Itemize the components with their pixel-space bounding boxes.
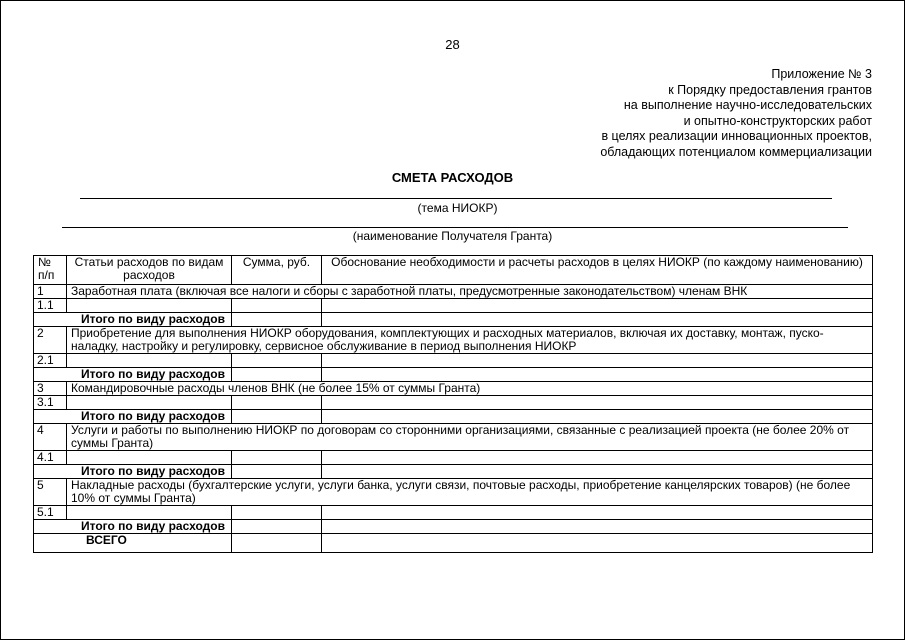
- subitem-sum-cell: [232, 396, 322, 410]
- section-description: Командировочные расходы членов ВНК (не более 15% от суммы Гранта): [67, 382, 873, 396]
- subtotal-sum-cell: [232, 520, 322, 534]
- section-description: Заработная плата (включая все налоги и сборы с заработной платы, предусмотренные законодательством) членам ВНК: [67, 285, 873, 299]
- subitem-row: [34, 299, 873, 313]
- subitem-name-cell: [67, 506, 232, 520]
- subitem-name-cell: [67, 396, 232, 410]
- section-row: [34, 424, 873, 451]
- header-justification: Обоснование необходимости и расчеты расходов в целях НИОКР (по каждому наименованию): [322, 256, 873, 285]
- subitem-row: [34, 354, 873, 368]
- subitem-row: [34, 451, 873, 465]
- expense-table: [33, 255, 873, 553]
- subtotal-label: Итого по виду расходов: [34, 520, 232, 534]
- appendix-header: [452, 67, 872, 160]
- subtotal-label: Итого по виду расходов: [34, 368, 232, 382]
- subtotal-label: Итого по виду расходов: [34, 313, 232, 327]
- subtotal-row: [34, 520, 873, 534]
- subitem-number: 4.1: [34, 451, 67, 465]
- appendix-line: и опытно-конструкторских работ: [683, 113, 872, 128]
- section-number: 3: [34, 382, 67, 396]
- appendix-line: на выполнение научно-исследовательских: [623, 98, 872, 112]
- document-title: СМЕТА РАСХОДОВ: [391, 170, 514, 185]
- subtotal-sum-cell: [232, 465, 322, 479]
- subitem-number: 5.1: [34, 506, 67, 520]
- subitem-justification-cell: [322, 354, 873, 368]
- subitem-sum-cell: [232, 354, 322, 368]
- subitem-justification-cell: [322, 506, 873, 520]
- header-num: № п/п: [34, 256, 67, 285]
- appendix-line: обладающих потенциалом коммерциализации: [600, 144, 872, 159]
- topic-caption: (тема НИОКР): [417, 201, 498, 215]
- subtotal-row: [34, 313, 873, 327]
- grand-total-sum-cell: [232, 534, 322, 553]
- appendix-line: в целях реализации инновационных проектов,: [601, 129, 872, 143]
- subtotal-sum-cell: [232, 368, 322, 382]
- subitem-row: [34, 506, 873, 520]
- section-description: Накладные расходы (бухгалтерские услуги, услуги банка, услуги связи, почтовые расходы, приобретение канцелярских товаров) (не более 10% от суммы Гранта): [67, 479, 873, 506]
- subtotal-sum-cell: [232, 410, 322, 424]
- subitem-justification-cell: [322, 451, 873, 465]
- table-header-row: [34, 256, 873, 285]
- grand-total-label: ВСЕГО: [34, 534, 232, 553]
- subtotal-row: [34, 465, 873, 479]
- subitem-name-cell: [67, 451, 232, 465]
- header-item: Статьи расходов по видам расходов: [67, 256, 232, 285]
- subitem-justification-cell: [322, 396, 873, 410]
- subitem-sum-cell: [232, 506, 322, 520]
- subtotal-justification-cell: [322, 368, 873, 382]
- section-number: 2: [34, 327, 67, 354]
- subitem-name-cell: [67, 354, 232, 368]
- subitem-justification-cell: [322, 299, 873, 313]
- subtotal-row: [34, 410, 873, 424]
- subitem-name-cell: [67, 299, 232, 313]
- section-row: [34, 479, 873, 506]
- section-row: [34, 327, 873, 354]
- subtotal-justification-cell: [322, 465, 873, 479]
- subitem-number: 1.1: [34, 299, 67, 313]
- appendix-line: Приложение № 3: [771, 67, 872, 81]
- subitem-row: [34, 396, 873, 410]
- subtotal-sum-cell: [232, 313, 322, 327]
- subtotal-label: Итого по виду расходов: [34, 465, 232, 479]
- subtotal-justification-cell: [322, 410, 873, 424]
- section-row: [34, 285, 873, 299]
- grand-total-justification-cell: [322, 534, 873, 553]
- section-number: 4: [34, 424, 67, 451]
- subitem-number: 2.1: [34, 354, 67, 368]
- subtotal-label: Итого по виду расходов: [34, 410, 232, 424]
- section-description: Услуги и работы по выполнению НИОКР по договорам со сторонними организациями, связанные с реализацией проекта (не более 20% от суммы Гранта): [67, 424, 873, 451]
- section-number: 1: [34, 285, 67, 299]
- subitem-sum-cell: [232, 299, 322, 313]
- recipient-caption: (наименование Получателя Гранта): [352, 229, 553, 243]
- subitem-number: 3.1: [34, 396, 67, 410]
- subtotal-row: [34, 368, 873, 382]
- recipient-fill-line: [62, 227, 848, 228]
- grand-total-row: [34, 534, 873, 553]
- page-number: 28: [445, 37, 460, 52]
- section-number: 5: [34, 479, 67, 506]
- subitem-sum-cell: [232, 451, 322, 465]
- appendix-line: к Порядку предоставления грантов: [668, 82, 872, 97]
- section-description: Приобретение для выполнения НИОКР оборудования, комплектующих и расходных материалов, включая их доставку, монтаж, пуско-наладку, настройку и регулировку, сервисное обслуживание в период выполнения НИОКР: [67, 327, 873, 354]
- subtotal-justification-cell: [322, 520, 873, 534]
- header-sum: Сумма, руб.: [232, 256, 322, 285]
- topic-fill-line: [80, 198, 832, 199]
- section-row: [34, 382, 873, 396]
- subtotal-justification-cell: [322, 313, 873, 327]
